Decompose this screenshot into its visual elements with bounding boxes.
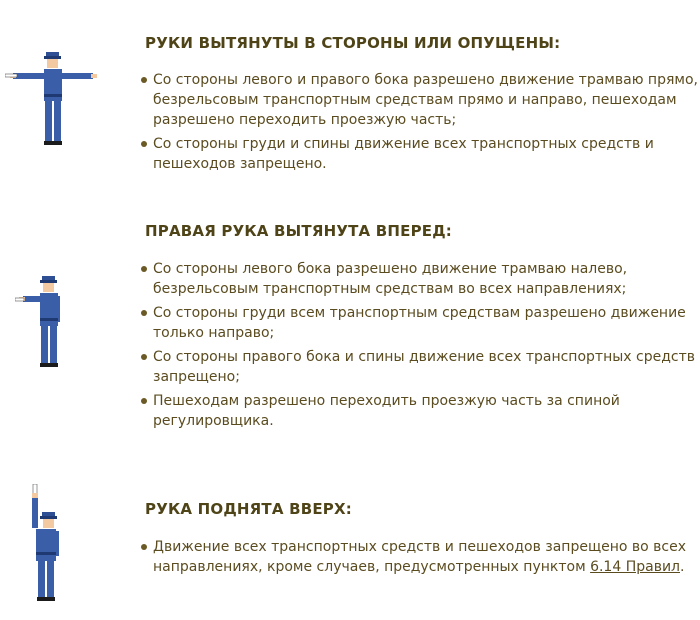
list-item-end: .: [680, 559, 685, 575]
rules-list: [139, 537, 699, 581]
officer-arm-up-icon: [27, 484, 77, 604]
list-item: [139, 537, 699, 577]
list-item: Со стороны груди и спины движение всех транспортных средств и пешеходов запрещено.: [139, 134, 699, 174]
section-heading: РУКА ПОДНЯТА ВВЕРХ:: [145, 500, 352, 518]
list-item: Со стороны груди всем транспортным средствам разрешено движение только направо;: [139, 303, 699, 343]
section-heading: РУКИ ВЫТЯНУТЫ В СТОРОНЫ ИЛИ ОПУЩЕНЫ:: [145, 34, 561, 52]
list-item: Со стороны левого и правого бока разрешено движение трамваю прямо, безрельсовым транспортным средствам прямо и направо, пешеходам разрешено переходить проезжую часть;: [139, 70, 699, 130]
list-item-text: Движение всех транспортных средств и пешеходов запрещено во всех направлениях, кроме случаев, предусмотренных пунктом: [153, 539, 687, 575]
rules-list: [139, 259, 699, 435]
rules-list: [139, 70, 699, 178]
officer-arm-forward-icon: [15, 272, 75, 372]
list-item: Со стороны правого бока и спины движение всех транспортных средств запрещено;: [139, 347, 699, 387]
rules-link[interactable]: 6.14 Правил: [590, 559, 680, 575]
officer-arms-sideways-icon: [5, 50, 100, 150]
list-item: Пешеходам разрешено переходить проезжую часть за спиной регулировщика.: [139, 391, 699, 431]
list-item: Со стороны левого бока разрешено движение трамваю налево, безрельсовым транспортным средствам во всех направлениях;: [139, 259, 699, 299]
section-heading: ПРАВАЯ РУКА ВЫТЯНУТА ВПЕРЕД:: [145, 222, 452, 240]
